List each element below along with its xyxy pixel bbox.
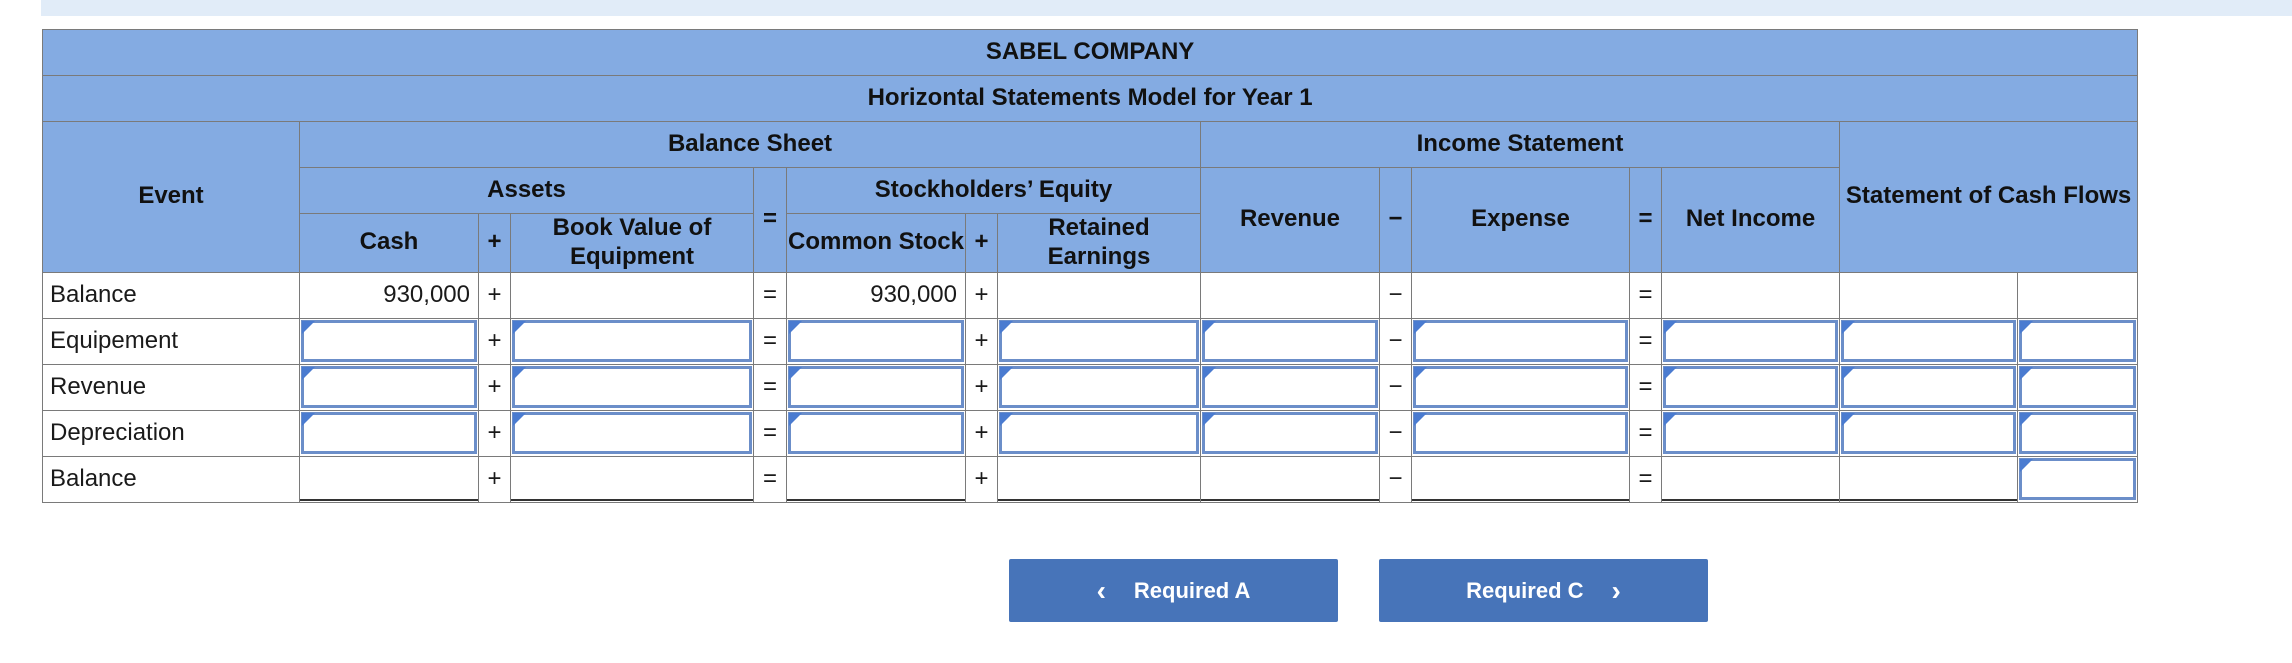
equals-operator: = xyxy=(754,364,787,410)
required-c-button[interactable] xyxy=(1379,559,1708,622)
cash-header: Cash xyxy=(300,214,479,273)
plus-operator: + xyxy=(479,456,511,502)
book-value-input[interactable] xyxy=(511,318,754,364)
retained-earnings-total-cell xyxy=(998,456,1201,502)
dropdown-marker-icon xyxy=(302,367,315,380)
table-row xyxy=(43,318,2138,364)
net-income-input[interactable] xyxy=(1662,318,1840,364)
equals-operator: = xyxy=(754,410,787,456)
table-row xyxy=(43,410,2138,456)
equals-operator: = xyxy=(754,318,787,364)
event-header: Event xyxy=(43,122,300,273)
dropdown-marker-icon xyxy=(1842,413,1855,426)
cash-value: 930,000 xyxy=(300,272,479,318)
plus-operator: + xyxy=(966,272,998,318)
dropdown-marker-icon xyxy=(513,413,526,426)
book-value-input[interactable] xyxy=(511,364,754,410)
row-label: Balance xyxy=(43,456,300,502)
dropdown-marker-icon xyxy=(789,367,802,380)
common-stock-input[interactable] xyxy=(787,364,966,410)
dropdown-marker-icon xyxy=(1203,321,1216,334)
expense-input[interactable] xyxy=(1412,318,1630,364)
row-label: Balance xyxy=(43,272,300,318)
model-table xyxy=(42,29,2138,503)
dropdown-marker-icon xyxy=(1664,321,1677,334)
company-title: SABEL COMPANY xyxy=(43,30,2138,76)
table-row xyxy=(43,272,2138,318)
chevron-right-icon: › xyxy=(1611,574,1621,606)
dropdown-marker-icon xyxy=(1203,367,1216,380)
expense-input[interactable] xyxy=(1412,364,1630,410)
revenue-input[interactable] xyxy=(1201,318,1380,364)
revenue-cell xyxy=(1201,272,1380,318)
cash-input[interactable] xyxy=(300,364,479,410)
required-a-button[interactable] xyxy=(1009,559,1338,622)
expense-input[interactable] xyxy=(1412,410,1630,456)
equals-operator-header: = xyxy=(1630,168,1662,273)
cash-flow-amount-input[interactable] xyxy=(1840,364,2018,410)
dropdown-marker-icon xyxy=(2020,321,2033,334)
row-label: Depreciation xyxy=(43,410,300,456)
dropdown-marker-icon xyxy=(2020,413,2033,426)
stockholders-equity-header: Stockholders’ Equity xyxy=(787,168,1201,214)
cash-flow-amount-cell xyxy=(1840,272,2018,318)
minus-operator: − xyxy=(1380,364,1412,410)
dropdown-marker-icon xyxy=(1000,367,1013,380)
common-stock-value: 930,000 xyxy=(787,272,966,318)
dropdown-marker-icon xyxy=(1414,321,1427,334)
minus-operator: − xyxy=(1380,318,1412,364)
cash-input[interactable] xyxy=(300,410,479,456)
cash-input[interactable] xyxy=(300,318,479,364)
dropdown-marker-icon xyxy=(302,321,315,334)
retained-earnings-input[interactable] xyxy=(998,318,1201,364)
dropdown-marker-icon xyxy=(1414,413,1427,426)
dropdown-marker-icon xyxy=(2020,367,2033,380)
dropdown-marker-icon xyxy=(513,367,526,380)
minus-operator: − xyxy=(1380,410,1412,456)
dropdown-marker-icon xyxy=(1000,321,1013,334)
book-value-input[interactable] xyxy=(511,410,754,456)
plus-operator: + xyxy=(479,318,511,364)
required-a-label: Required A xyxy=(1133,577,1251,603)
common-stock-total-cell xyxy=(787,456,966,502)
book-value-cell xyxy=(511,272,754,318)
cash-flow-amount-input[interactable] xyxy=(1840,318,2018,364)
dropdown-marker-icon xyxy=(1000,413,1013,426)
revenue-input[interactable] xyxy=(1201,410,1380,456)
equals-operator: = xyxy=(754,272,787,318)
retained-earnings-cell xyxy=(998,272,1201,318)
common-stock-header: Common Stock xyxy=(787,214,966,273)
plus-operator-header: + xyxy=(966,214,998,273)
cash-flow-type-input[interactable] xyxy=(2018,364,2138,410)
horizontal-statements-model xyxy=(42,29,2132,503)
cash-flow-type-input[interactable] xyxy=(2018,456,2138,502)
top-progress-bar xyxy=(41,0,2292,16)
cash-flow-type-input[interactable] xyxy=(2018,410,2138,456)
chevron-left-icon: ‹ xyxy=(1096,574,1106,606)
equals-operator: = xyxy=(1630,456,1662,502)
minus-operator-header: − xyxy=(1380,168,1412,273)
model-subtitle: Horizontal Statements Model for Year 1 xyxy=(43,76,2138,122)
plus-operator: + xyxy=(966,410,998,456)
dropdown-marker-icon xyxy=(789,321,802,334)
book-value-header: Book Value of Equipment xyxy=(511,214,754,273)
net-income-input[interactable] xyxy=(1662,364,1840,410)
cash-flow-type-input[interactable] xyxy=(2018,318,2138,364)
book-value-total-cell xyxy=(511,456,754,502)
assets-header: Assets xyxy=(300,168,754,214)
net-income-cell xyxy=(1662,272,1840,318)
plus-operator: + xyxy=(966,364,998,410)
expense-cell xyxy=(1412,272,1630,318)
cash-flow-amount-input[interactable] xyxy=(1840,410,2018,456)
equals-operator: = xyxy=(1630,410,1662,456)
equals-operator: = xyxy=(1630,318,1662,364)
table-row xyxy=(43,364,2138,410)
net-income-input[interactable] xyxy=(1662,410,1840,456)
dropdown-marker-icon xyxy=(302,413,315,426)
common-stock-input[interactable] xyxy=(787,410,966,456)
revenue-header: Revenue xyxy=(1201,168,1380,273)
expense-total-cell xyxy=(1412,456,1630,502)
dropdown-marker-icon xyxy=(789,413,802,426)
row-label: Revenue xyxy=(43,364,300,410)
dropdown-marker-icon xyxy=(1842,321,1855,334)
dropdown-marker-icon xyxy=(1842,367,1855,380)
revenue-total-cell xyxy=(1201,456,1380,502)
cash-flows-header: Statement of Cash Flows xyxy=(1840,122,2138,273)
retained-earnings-input[interactable] xyxy=(998,410,1201,456)
minus-operator: − xyxy=(1380,272,1412,318)
retained-earnings-header: Retained Earnings xyxy=(998,214,1201,273)
plus-operator: + xyxy=(966,456,998,502)
expense-header: Expense xyxy=(1412,168,1630,273)
row-label: Equipement xyxy=(43,318,300,364)
dropdown-marker-icon xyxy=(2020,459,2033,472)
required-c-label: Required C xyxy=(1466,577,1584,603)
retained-earnings-input[interactable] xyxy=(998,364,1201,410)
cash-flow-amount-total-cell xyxy=(1840,456,2018,502)
plus-operator: + xyxy=(479,272,511,318)
dropdown-marker-icon xyxy=(513,321,526,334)
equals-operator: = xyxy=(1630,272,1662,318)
equals-operator-header: = xyxy=(754,168,787,273)
income-statement-header: Income Statement xyxy=(1201,122,1840,168)
cash-flow-type-cell xyxy=(2018,272,2138,318)
table-row xyxy=(43,456,2138,502)
dropdown-marker-icon xyxy=(1664,367,1677,380)
equals-operator: = xyxy=(754,456,787,502)
equals-operator: = xyxy=(1630,364,1662,410)
revenue-input[interactable] xyxy=(1201,364,1380,410)
plus-operator: + xyxy=(479,364,511,410)
plus-operator: + xyxy=(479,410,511,456)
balance-sheet-header: Balance Sheet xyxy=(300,122,1201,168)
dropdown-marker-icon xyxy=(1664,413,1677,426)
net-income-total-cell xyxy=(1662,456,1840,502)
plus-operator-header: + xyxy=(479,214,511,273)
dropdown-marker-icon xyxy=(1414,367,1427,380)
common-stock-input[interactable] xyxy=(787,318,966,364)
net-income-header: Net Income xyxy=(1662,168,1840,273)
cash-total-cell xyxy=(300,456,479,502)
minus-operator: − xyxy=(1380,456,1412,502)
dropdown-marker-icon xyxy=(1203,413,1216,426)
plus-operator: + xyxy=(966,318,998,364)
